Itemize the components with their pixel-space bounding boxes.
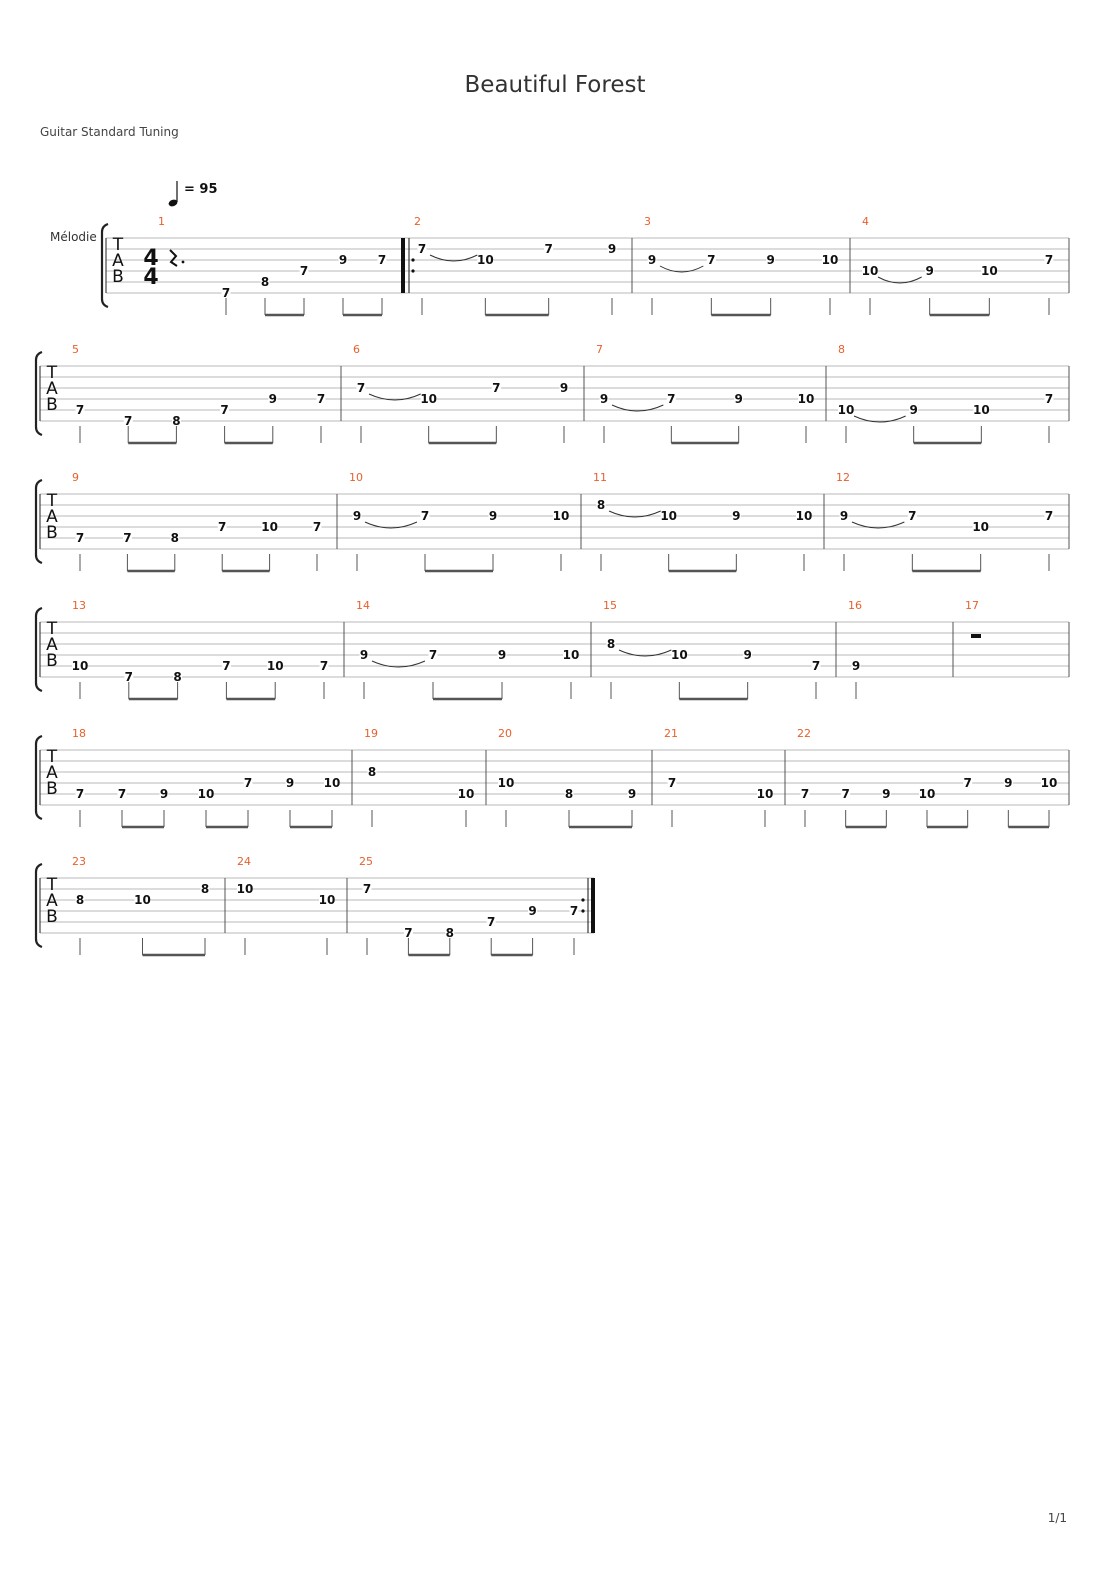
fret-number: 7 (707, 253, 716, 267)
repeat-dot (411, 269, 414, 272)
fret-number: 8 (200, 882, 210, 896)
fret-number: 9 (909, 403, 918, 417)
fret-number: 10 (861, 264, 879, 278)
fret-number: 7 (362, 882, 372, 896)
tab-clef-letter: A (46, 379, 58, 399)
system-bracket (102, 224, 108, 307)
fret-number: 10 (562, 648, 580, 662)
repeat-dot (581, 909, 584, 912)
fret-number: 7 (75, 531, 85, 545)
fret-number: 9 (497, 648, 507, 662)
fret-number: 7 (667, 776, 677, 790)
fret-number: 7 (123, 531, 132, 545)
measure-number: 11 (593, 471, 607, 484)
system-bracket (36, 352, 42, 435)
rest-dot (182, 261, 185, 264)
repeat-dot (581, 898, 584, 901)
fret-number: 8 (173, 670, 182, 684)
fret-number: 7 (377, 253, 387, 267)
tab-clef-letter: A (46, 891, 58, 911)
fret-number: 9 (559, 381, 569, 395)
fret-number: 9 (882, 787, 891, 801)
time-signature-numerator: 4 (143, 246, 159, 271)
fret-number: 9 (851, 659, 861, 673)
system-bracket (36, 864, 42, 947)
tab-system (36, 727, 1069, 827)
fret-number: 9 (159, 787, 169, 801)
time-signature-denominator: 4 (143, 265, 159, 290)
fret-number: 9 (732, 509, 741, 523)
fret-number: 10 (670, 648, 688, 662)
fret-number: 10 (71, 659, 89, 673)
tab-clef-letter: A (46, 635, 58, 655)
fret-number: 10 (457, 787, 475, 801)
score-title: Beautiful Forest (464, 72, 646, 98)
fret-number: 9 (488, 509, 498, 523)
measure-number: 19 (364, 727, 378, 740)
tab-clef-letter: B (46, 651, 58, 671)
fret-number: 9 (599, 392, 609, 406)
tempo-marking (168, 181, 218, 208)
fret-number: 7 (117, 787, 127, 801)
tab-clef-letter: A (46, 763, 58, 783)
fret-number: 10 (797, 392, 815, 406)
fret-number: 8 (367, 765, 377, 779)
systems-layer (36, 215, 1069, 955)
system-bracket (36, 608, 42, 691)
tab-clef-letter: B (46, 907, 58, 927)
fret-number: 8 (170, 531, 179, 545)
repeat-dot (411, 258, 414, 261)
measure-number: 3 (644, 215, 651, 228)
measure-number: 13 (72, 599, 86, 612)
fret-number: 8 (260, 275, 270, 289)
tab-clef-letter: T (46, 875, 58, 895)
fret-number: 10 (261, 520, 278, 534)
fret-number: 10 (918, 787, 936, 801)
fret-number: 10 (972, 403, 990, 417)
measure-number: 10 (349, 471, 363, 484)
repeat-start-thick-bar (401, 238, 405, 293)
fret-number: 10 (972, 520, 990, 534)
measure-number: 2 (414, 215, 421, 228)
measure-number: 16 (848, 599, 862, 612)
measure-number: 24 (237, 855, 251, 868)
fret-number: 9 (734, 392, 743, 406)
tab-clef-letter: T (112, 235, 124, 255)
fret-number: 7 (1044, 392, 1054, 406)
fret-number: 7 (356, 381, 366, 395)
fret-number: 8 (445, 926, 454, 940)
fret-number: 7 (487, 915, 496, 929)
fret-number: 10 (476, 253, 494, 267)
measure-rest-icon (971, 634, 981, 638)
fret-number: 9 (839, 509, 849, 523)
fret-number: 10 (821, 253, 839, 267)
fret-number: 7 (404, 926, 413, 940)
fret-number: 8 (172, 414, 181, 428)
fret-number: 7 (319, 659, 329, 673)
fret-number: 7 (312, 520, 322, 534)
measure-number: 22 (797, 727, 811, 740)
fret-number: 8 (75, 893, 85, 907)
fret-number: 7 (124, 670, 133, 684)
fret-number: 7 (220, 403, 229, 417)
measure-number: 18 (72, 727, 86, 740)
measure-number: 17 (965, 599, 979, 612)
measure-number: 23 (72, 855, 86, 868)
fret-number: 9 (1004, 776, 1013, 790)
fret-number: 7 (316, 392, 326, 406)
tab-system (36, 855, 595, 955)
fret-number: 9 (743, 648, 752, 662)
measure-number: 20 (498, 727, 512, 740)
fret-number: 7 (1044, 253, 1054, 267)
tab-system (36, 471, 1069, 571)
measure-number: 25 (359, 855, 373, 868)
fret-number: 7 (222, 659, 231, 673)
fret-number: 10 (837, 403, 855, 417)
measure-number: 21 (664, 727, 678, 740)
measure-number: 6 (353, 343, 360, 356)
fret-number: 10 (134, 893, 151, 907)
fret-number: 7 (544, 242, 553, 256)
fret-number: 8 (606, 637, 616, 651)
measure-number: 8 (838, 343, 845, 356)
fret-number: 10 (660, 509, 678, 523)
tab-clef-letter: A (46, 507, 58, 527)
fret-number: 7 (800, 787, 810, 801)
fret-number: 9 (285, 776, 295, 790)
fret-number: 10 (197, 787, 215, 801)
fret-number: 10 (795, 509, 813, 523)
fret-number: 7 (492, 381, 501, 395)
fret-number: 7 (420, 509, 430, 523)
fret-number: 10 (236, 882, 254, 896)
fret-number: 9 (766, 253, 775, 267)
fret-number: 9 (627, 787, 637, 801)
tab-clef-letter: T (46, 619, 58, 639)
fret-number: 7 (569, 904, 579, 918)
page-number: 1/1 (1047, 1511, 1067, 1525)
fret-number: 8 (564, 787, 574, 801)
tuning-label: Guitar Standard Tuning (40, 125, 179, 139)
tab-clef-letter: A (112, 251, 124, 271)
fret-number: 8 (596, 498, 606, 512)
fret-number: 9 (925, 264, 934, 278)
fret-number: 7 (218, 520, 227, 534)
fret-number: 10 (552, 509, 570, 523)
measure-number: 14 (356, 599, 370, 612)
tab-system (36, 343, 1069, 443)
system-bracket (36, 736, 42, 819)
fret-number: 7 (243, 776, 253, 790)
fret-number: 9 (607, 242, 617, 256)
measure-number: 5 (72, 343, 79, 356)
measure-number: 4 (862, 215, 869, 228)
fret-number: 10 (756, 787, 774, 801)
fret-number: 7 (75, 403, 85, 417)
fret-number: 7 (124, 414, 133, 428)
fret-number: 7 (1044, 509, 1054, 523)
fret-number: 10 (266, 659, 284, 673)
fret-number: 7 (667, 392, 676, 406)
fret-number: 10 (318, 893, 336, 907)
measure-number: 1 (158, 215, 165, 228)
tempo-value: = 95 (184, 182, 218, 197)
fret-number: 7 (841, 787, 850, 801)
fret-number: 10 (323, 776, 341, 790)
quarter-rest-icon (170, 250, 177, 266)
fret-number: 7 (428, 648, 438, 662)
measure-number: 9 (72, 471, 79, 484)
fret-number: 9 (338, 253, 348, 267)
fret-number: 7 (963, 776, 972, 790)
tab-system (36, 599, 1069, 699)
fret-number: 9 (647, 253, 657, 267)
system-bracket (36, 480, 42, 563)
fret-number: 9 (528, 904, 537, 918)
tab-clef-letter: B (46, 523, 58, 543)
fret-number: 7 (417, 242, 427, 256)
measure-number: 15 (603, 599, 617, 612)
fret-number: 7 (811, 659, 821, 673)
measure-number: 7 (596, 343, 603, 356)
fret-number: 10 (497, 776, 515, 790)
fret-number: 9 (268, 392, 277, 406)
tab-clef-letter: T (46, 491, 58, 511)
fret-number: 9 (352, 509, 362, 523)
fret-number: 10 (1040, 776, 1058, 790)
instrument-name: Mélodie (50, 230, 97, 244)
tab-clef-letter: B (46, 395, 58, 415)
fret-number: 7 (299, 264, 309, 278)
fret-number: 7 (75, 787, 85, 801)
tab-clef-letter: B (112, 267, 124, 287)
fret-number: 7 (908, 509, 917, 523)
tab-clef-letter: T (46, 363, 58, 383)
fret-number: 7 (221, 286, 231, 300)
tab-clef-letter: B (46, 779, 58, 799)
fret-number: 10 (980, 264, 998, 278)
tab-system (102, 215, 1069, 315)
fret-number: 10 (420, 392, 438, 406)
fret-number: 9 (359, 648, 369, 662)
measure-number: 12 (836, 471, 850, 484)
tab-clef-letter: T (46, 747, 58, 767)
repeat-end-thick-bar (591, 878, 595, 933)
